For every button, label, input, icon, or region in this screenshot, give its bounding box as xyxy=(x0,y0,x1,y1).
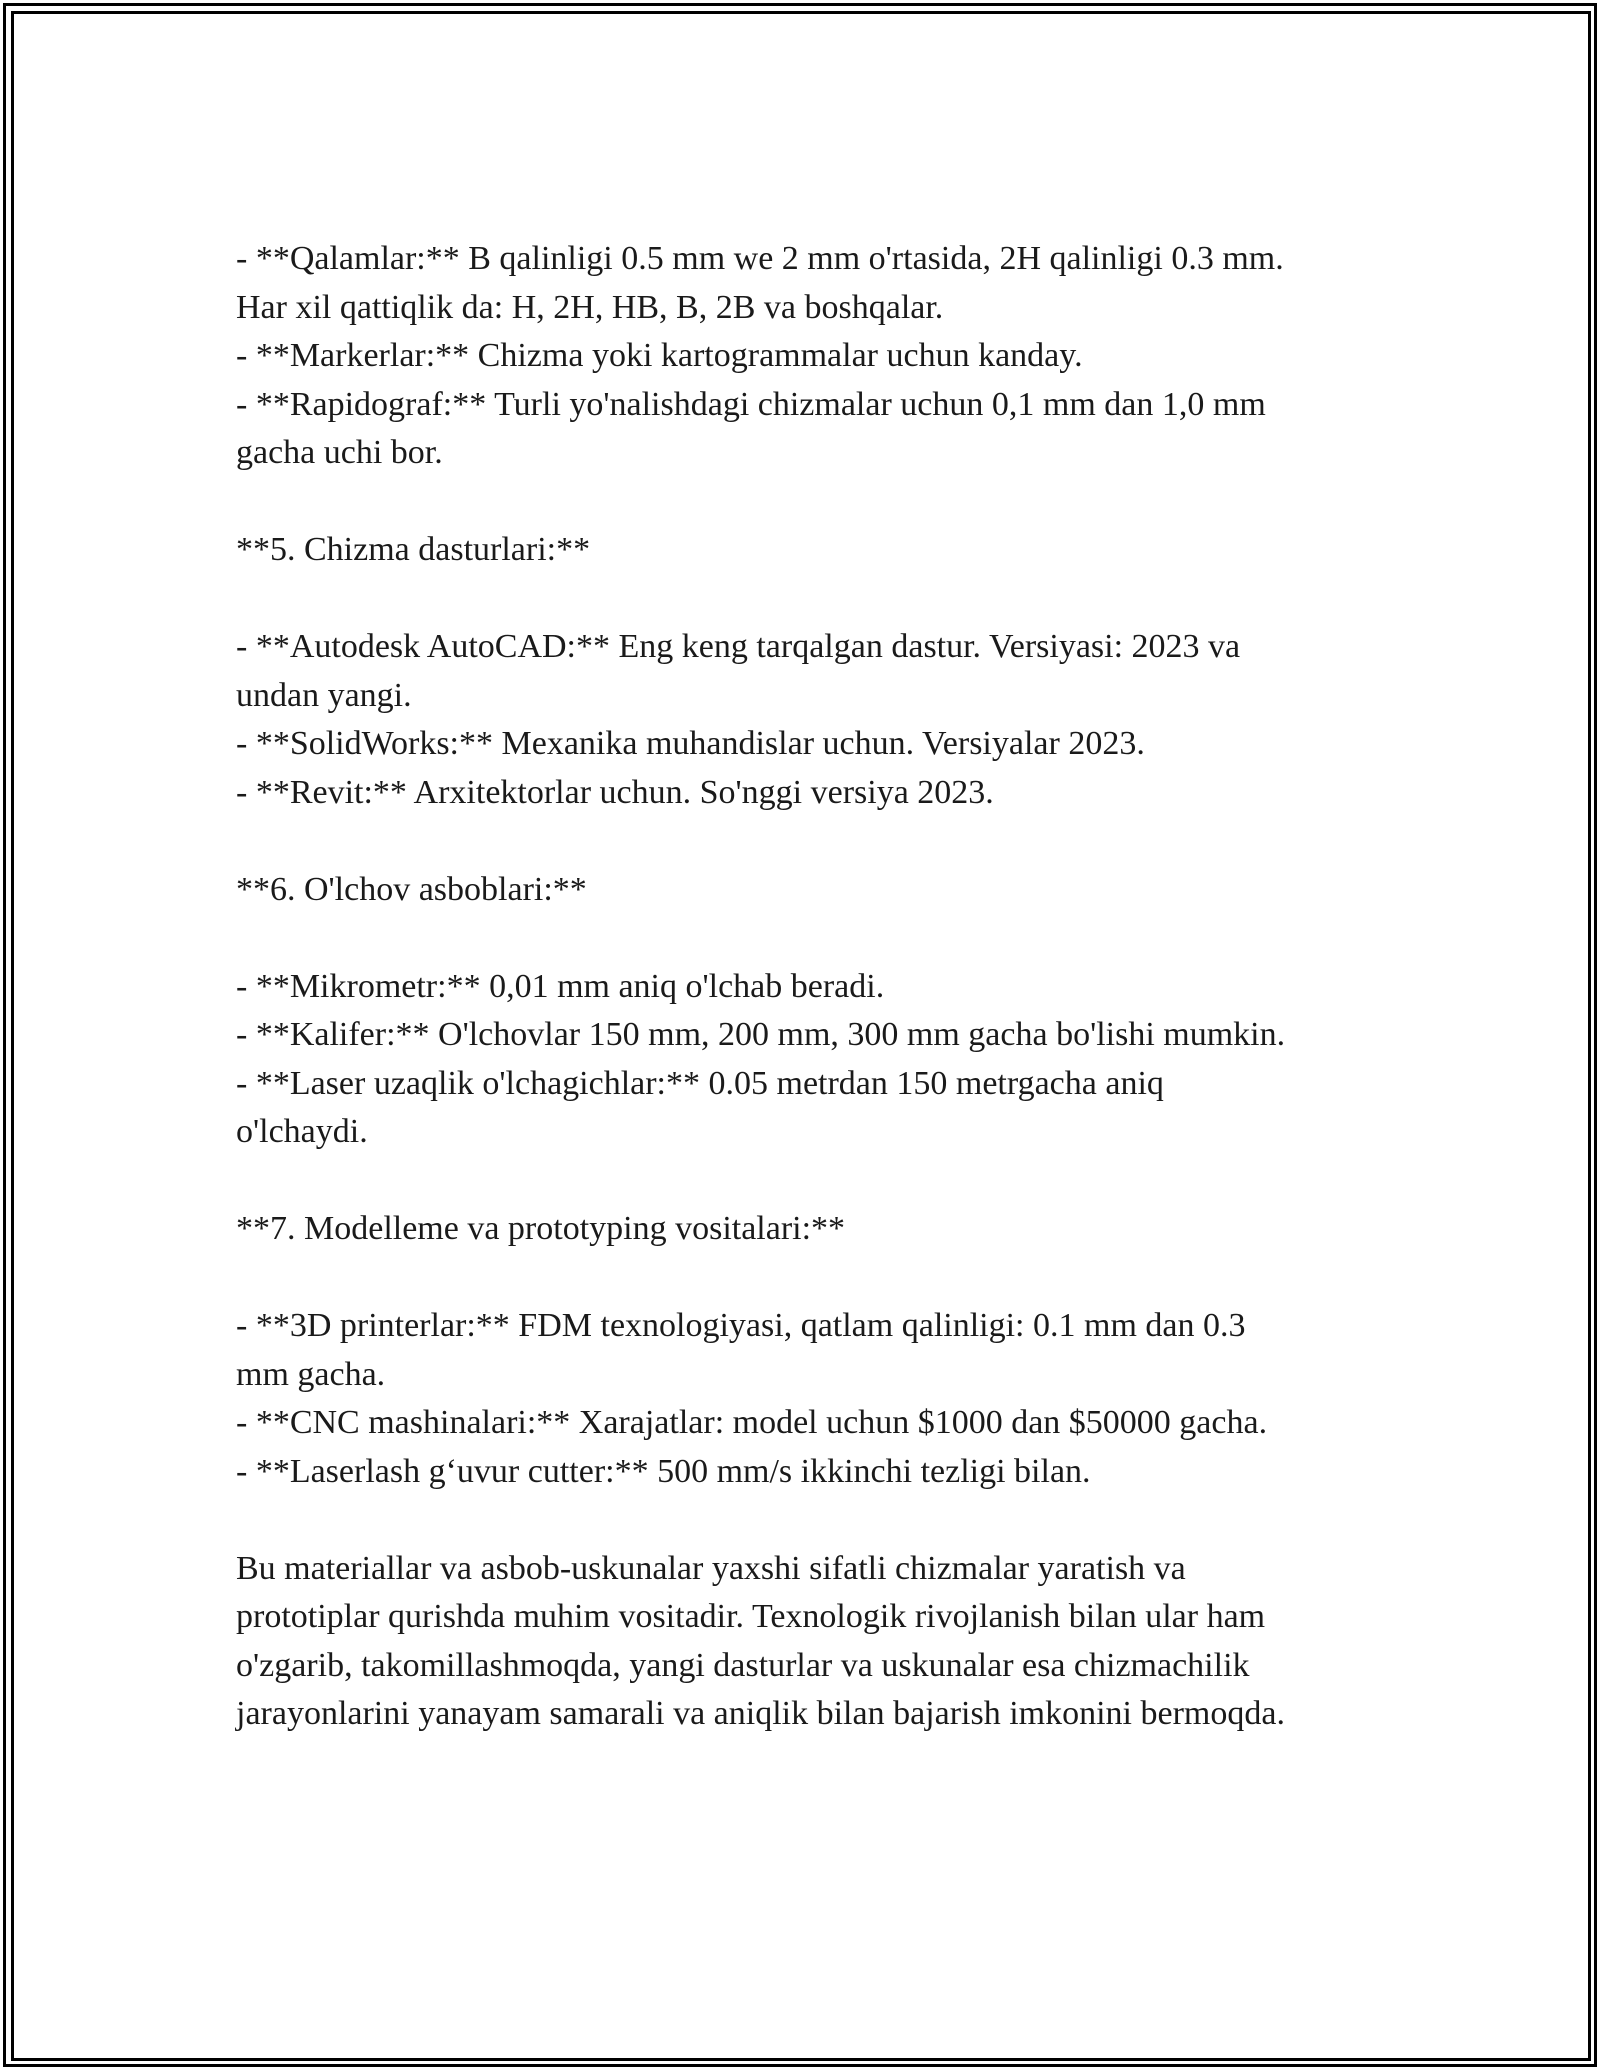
text-line: - **Mikrometr:** 0,01 mm aniq o'lchab beradi. xyxy=(236,967,885,1005)
list-item xyxy=(236,1060,1386,1157)
text-line: - **Rapidograf:** Turli yo'nalishdagi chizmalar uchun 0,1 mm dan 1,0 mm xyxy=(236,385,1266,423)
list-block xyxy=(236,235,1386,478)
text-line: prototiplar qurishda muhim vositadir. Texnologik rivojlanish bilan ular ham xyxy=(236,1598,1266,1635)
text-line: gacha uchi bor. xyxy=(236,434,443,471)
spacer xyxy=(236,914,1386,963)
text-line: mm gacha. xyxy=(236,1355,386,1393)
text-line: - **Qalamlar:** B qalinligi 0.5 mm we 2 mm o'rtasida, 2H qalinligi 0.3 mm. xyxy=(236,240,1284,277)
list-item xyxy=(236,720,1386,769)
list-item xyxy=(236,235,1386,332)
text-line: o'lchaydi. xyxy=(236,1113,368,1150)
text-line: - **Autodesk AutoCAD:** Eng keng tarqalgan dastur. Versiyasi: 2023 va xyxy=(236,628,1241,665)
list-item xyxy=(236,381,1386,478)
spacer xyxy=(236,1157,1386,1206)
list-item xyxy=(236,1448,1386,1497)
spacer xyxy=(236,817,1386,866)
section-heading: **6. O'lchov asboblari:** xyxy=(236,870,587,908)
spacer xyxy=(236,1254,1386,1303)
text-line: o'zgarib, takomillashmoqda, yangi dasturlar va uskunalar esa chizmachilik xyxy=(236,1646,1250,1684)
list-item xyxy=(236,769,1386,818)
spacer xyxy=(236,575,1386,624)
text-line: - **CNC mashinalari:** Xarajatlar: model uchun $1000 dan $50000 gacha. xyxy=(236,1404,1268,1441)
list-block xyxy=(236,623,1386,817)
list-item xyxy=(236,332,1386,381)
text-line: - **3D printerlar:** FDM texnologiyasi, qatlam qalinligi: 0.1 mm dan 0.3 xyxy=(236,1307,1246,1344)
text-line: - **Markerlar:** Chizma yoki kartogrammalar uchun kanday. xyxy=(236,337,1083,374)
list-item xyxy=(236,623,1386,720)
list-item xyxy=(236,1302,1386,1399)
list-item xyxy=(236,1399,1386,1448)
text-line: - **Laserlash g‘uvur cutter:** 500 mm/s ikkinchi tezligi bilan. xyxy=(236,1452,1091,1490)
text-line: Har xil qattiqlik da: H, 2H, HB, B, 2B va boshqalar. xyxy=(236,288,944,326)
section-heading: **7. Modelleme va prototyping vositalari:** xyxy=(236,1210,846,1247)
list-item xyxy=(236,963,1386,1012)
list-block xyxy=(236,1302,1386,1496)
text-line: - **Revit:** Arxitektorlar uchun. So'nggi versiya 2023. xyxy=(236,773,994,811)
document-body xyxy=(236,235,1386,1739)
text-line: - **Kalifer:** O'lchovlar 150 mm, 200 mm, 300 mm gacha bo'lishi mumkin. xyxy=(236,1016,1286,1053)
text-line: - **Laser uzaqlik o'lchagichlar:** 0.05 metrdan 150 metrgacha aniq xyxy=(236,1064,1164,1102)
section-heading: **5. Chizma dasturlari:** xyxy=(236,531,591,568)
text-line: jarayonlarini yanayam samarali va aniqlik bilan bajarish imkonini bermoqda. xyxy=(236,1695,1285,1732)
list-item xyxy=(236,1011,1386,1060)
list-block xyxy=(236,963,1386,1157)
spacer xyxy=(236,478,1386,527)
text-line: undan yangi. xyxy=(236,676,412,714)
text-line: Bu materiallar va asbob-uskunalar yaxshi sifatli chizmalar yaratish va xyxy=(236,1549,1186,1587)
closing-paragraph xyxy=(236,1545,1386,1739)
spacer xyxy=(236,1496,1386,1545)
text-line: - **SolidWorks:** Mexanika muhandislar uchun. Versiyalar 2023. xyxy=(236,725,1145,762)
